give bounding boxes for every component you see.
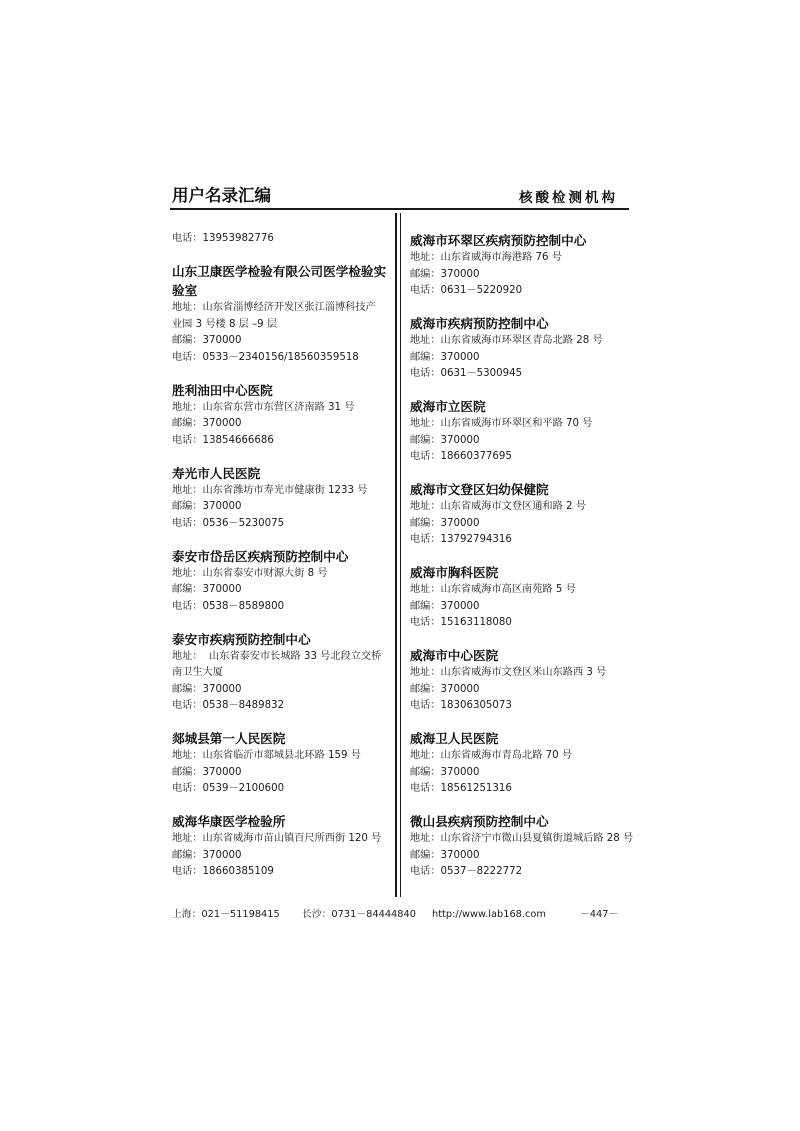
directory-entry <box>410 729 632 798</box>
entry-phone: 电话：0631－5220920 <box>410 285 523 296</box>
entry-postcode: 邮编：370000 <box>172 501 242 512</box>
entry-name: 威海市疾病预防控制中心 <box>410 316 549 331</box>
entry-address: 地址：山东省潍坊市寿光市健康街 1233 号 <box>172 484 368 496</box>
entry-phone: 电话：18660385109 <box>172 866 274 877</box>
entry-postcode: 邮编：370000 <box>172 335 242 346</box>
entry-address: 地址：山东省东营市东营区济南路 31 号 <box>172 401 355 413</box>
entry-postcode: 邮编：370000 <box>410 268 480 280</box>
column-divider-thin <box>400 213 401 897</box>
entry-postcode: 邮编：370000 <box>410 600 480 612</box>
entry-address-cont: 南卫生大厦 <box>172 667 223 678</box>
directory-entry <box>410 646 632 715</box>
entry-phone: 电话：13792794316 <box>410 534 512 545</box>
entry-phone: 电话：18306305073 <box>410 700 512 711</box>
entry-phone: 电话：18660377695 <box>410 451 512 462</box>
right-column <box>410 231 632 895</box>
entry-phone: 电话：0631－5300945 <box>410 368 523 379</box>
directory-entry <box>410 812 632 881</box>
entry-address: 地址：山东省临沂市郯城县北环路 159 号 <box>172 750 361 761</box>
entry-name: 威海市中心医院 <box>410 648 499 663</box>
entry-postcode: 邮编：370000 <box>410 849 480 861</box>
entry-name: 微山县疾病预防控制中心 <box>410 814 549 829</box>
directory-entry <box>410 480 632 549</box>
header-rule <box>170 208 629 210</box>
entry-name: 胜利油田中心医院 <box>172 382 273 398</box>
entry-name: 寿光市人民医院 <box>172 465 261 481</box>
directory-entry <box>410 314 632 383</box>
entry-address: 地址：山东省济宁市微山县夏镇街道城后路 28 号 <box>410 833 634 844</box>
directory-entry <box>172 381 392 450</box>
entry-postcode: 邮编：370000 <box>172 418 242 429</box>
entry-name: 威海市立医院 <box>410 399 486 414</box>
entry-postcode: 邮编：370000 <box>410 434 480 446</box>
directory-entry <box>410 563 632 632</box>
entry-address: 地址：山东省威海市高区南苑路 5 号 <box>410 584 576 595</box>
entry-phone: 电话：0539－2100600 <box>172 783 285 794</box>
continued-phone: 电话：13953982776 <box>172 233 274 244</box>
entry-name: 威海华康医学检验所 <box>172 814 286 829</box>
running-header-title: 用户名录汇编 <box>172 186 271 205</box>
entry-postcode: 邮编：370000 <box>172 766 242 778</box>
entry-name: 山东卫康医学检验有限公司医学检验实 <box>172 264 387 279</box>
entry-name: 威海卫人民医院 <box>410 731 499 746</box>
entry-postcode: 邮编：370000 <box>172 584 242 595</box>
entry-name: 威海市胸科医院 <box>410 565 499 580</box>
entry-name: 泰安市疾病预防控制中心 <box>172 631 311 647</box>
entry-address: 地址：山东省威海市青岛北路 70 号 <box>410 750 573 761</box>
entry-name: 郯城县第一人民医院 <box>172 731 286 746</box>
entry-phone: 电话：0536－5230075 <box>172 517 285 529</box>
running-header-category: 核酸检测机构 <box>519 190 618 206</box>
entry-address: 地址：山东省淄博经济开发区张江淄博科技产 <box>172 302 376 313</box>
directory-entry <box>172 729 392 798</box>
entry-phone: 电话：0538－8489832 <box>172 700 285 711</box>
directory-entry <box>172 547 392 616</box>
entry-address: 地址：山东省威海市苗山镇百尺所西街 120 号 <box>172 833 382 844</box>
entry-phone: 电话：0537－8222772 <box>410 866 523 877</box>
page-number: －447－ <box>580 909 619 920</box>
entry-address: 地址：山东省威海市环翠区青岛北路 28 号 <box>410 335 603 346</box>
entry-address-cont: 业园 3 号楼 8 层 –9 层 <box>172 318 278 330</box>
entry-address: 地址：山东省威海市海港路 76 号 <box>410 252 562 263</box>
footer-website: http://www.lab168.com <box>432 909 546 920</box>
entry-name: 泰安市岱岳区疾病预防控制中心 <box>172 548 349 564</box>
entry-postcode: 邮编：370000 <box>172 683 242 695</box>
directory-entry <box>172 464 392 533</box>
entry-address: 地址： 山东省泰安市长城路 33 号北段立交桥 <box>172 650 382 662</box>
entry-phone: 电话：15163118080 <box>410 617 512 628</box>
entry-address: 地址：山东省威海市环翠区和平路 70 号 <box>410 418 593 429</box>
entry-postcode: 邮编：370000 <box>172 849 242 861</box>
entry-address: 地址：山东省威海市文登区通和路 2 号 <box>410 501 586 512</box>
directory-entry <box>172 262 392 366</box>
entry-postcode: 邮编：370000 <box>410 683 480 695</box>
directory-entry <box>172 812 392 881</box>
entry-phone: 电话：18561251316 <box>410 783 512 794</box>
entry-name: 威海市环翠区疾病预防控制中心 <box>410 233 587 248</box>
entry-name: 威海市文登区妇幼保健院 <box>410 482 549 497</box>
entry-postcode: 邮编：370000 <box>410 351 480 363</box>
directory-entry <box>410 231 632 300</box>
footer-shanghai-phone: 上海：021－51198415 <box>172 909 280 920</box>
column-divider-thick <box>395 213 397 897</box>
entry-postcode: 邮编：370000 <box>410 766 480 778</box>
entry-address: 地址：山东省泰安市财源大街 8 号 <box>172 567 328 579</box>
directory-entry <box>172 630 392 715</box>
directory-entry <box>410 397 632 466</box>
footer-changsha-phone: 长沙：0731－84444840 <box>302 909 416 920</box>
entry-name-cont: 验室 <box>172 283 198 298</box>
entry-phone: 电话：13854666686 <box>172 434 274 446</box>
entry-address: 地址：山东省威海市文登区米山东路西 3 号 <box>410 667 607 678</box>
entry-phone: 电话：0533－2340156/18560359518 <box>172 351 359 363</box>
left-column <box>172 231 392 895</box>
entry-postcode: 邮编：370000 <box>410 517 480 529</box>
entry-phone: 电话：0538－8589800 <box>172 600 285 612</box>
